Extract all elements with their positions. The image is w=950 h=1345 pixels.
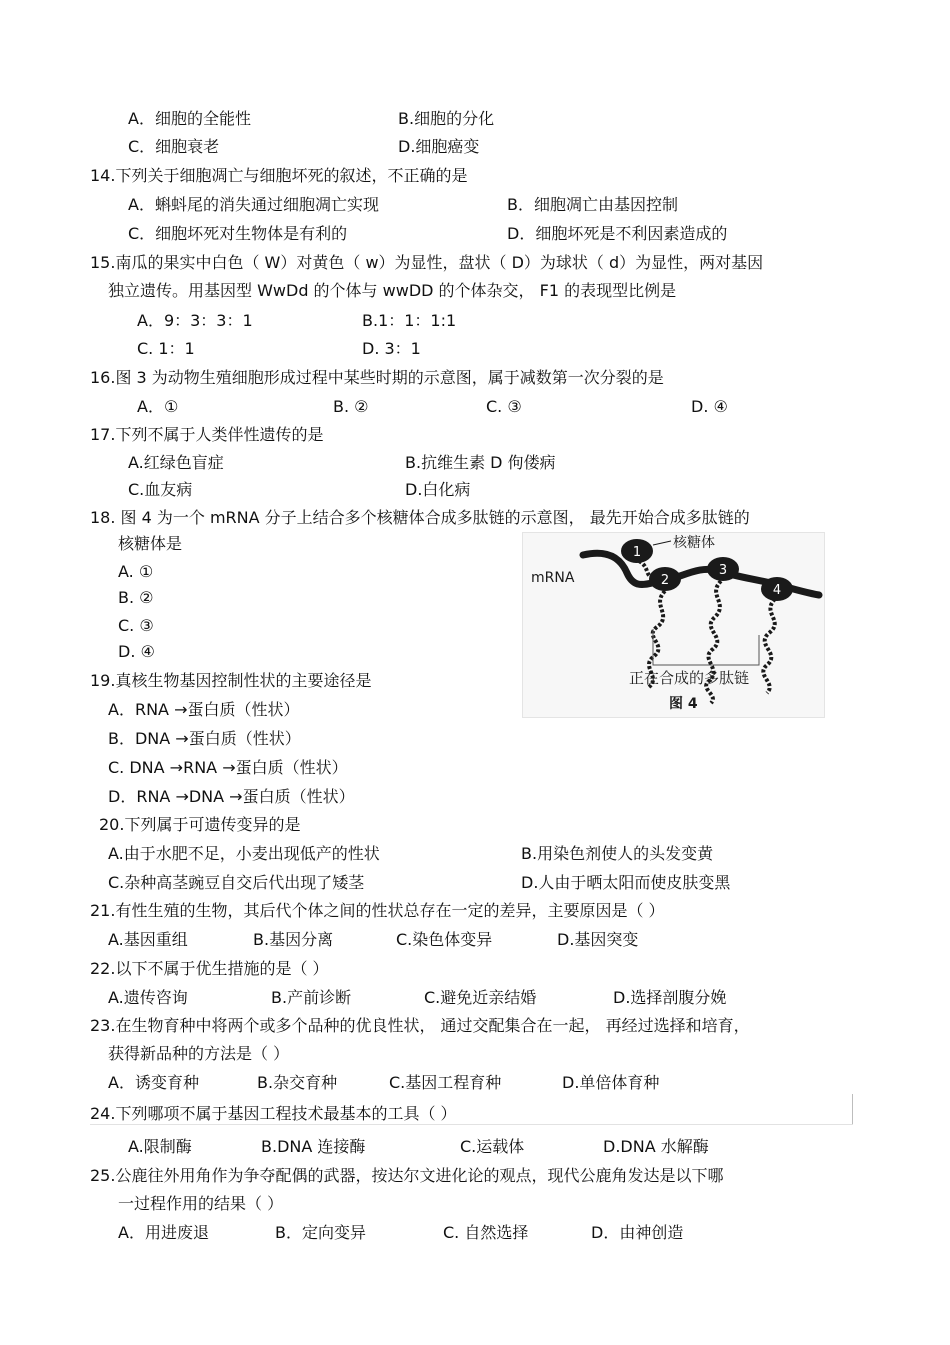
line-text: C.染色体变异: [396, 930, 493, 949]
line-text: C．细胞衰老: [128, 137, 220, 156]
line-text: 独立遗传。用基因型 WwDd 的个体与 wwDD 的个体杂交， F1 的表现型比例是: [108, 281, 677, 300]
ribosome-number: 2: [660, 573, 670, 588]
line-text: D.选择剖腹分娩: [613, 988, 727, 1007]
line-text: 23.在生物育种中将两个或多个品种的优良性状， 通过交配集合在一起， 再经过选择和培育，: [90, 1016, 750, 1035]
mrna-label: mRNA: [531, 570, 575, 586]
text-line: [0, 193, 950, 217]
line-text: D. ④: [118, 642, 155, 661]
text-line: [0, 727, 950, 751]
line-text: A．9：3：3：1: [137, 311, 253, 330]
line-text: D.DNA 水解酶: [603, 1137, 709, 1156]
text-line: [0, 842, 950, 866]
line-text: A.遗传咨询: [108, 988, 188, 1007]
line-text: 19.真核生物基因控制性状的主要途径是: [90, 671, 372, 690]
line-text: C.运载体: [460, 1137, 525, 1156]
line-text: B.抗维生素 D 佝偻病: [405, 453, 556, 472]
line-text: B.产前诊断: [271, 988, 352, 1007]
line-text: B.1：1：1:1: [362, 311, 457, 330]
line-text: A. ①: [118, 562, 154, 581]
figure-4-drawing: [523, 533, 826, 719]
text-line: [0, 928, 950, 952]
ribosome-number: 1: [632, 545, 642, 560]
line-text: 15.南瓜的果实中白色（ W）对黄色（ w）为显性，盘状（ D）为球状（ d）为显性，两对基因: [90, 253, 764, 272]
chain-label: 正在合成的多肽链: [629, 669, 750, 687]
line-text: D.基因突变: [557, 930, 639, 949]
text-line: [0, 813, 950, 837]
text-line: [0, 251, 950, 275]
line-text: 16.图 3 为动物生殖细胞形成过程中某些时期的示意图，属于减数第一次分裂的是: [90, 368, 664, 387]
text-line: [0, 1192, 950, 1216]
line-text: A．RNA →蛋白质（性状）: [108, 700, 300, 719]
text-line: [0, 957, 950, 981]
text-line: [0, 899, 950, 923]
line-text: 25.公鹿往外用角作为争夺配偶的武器，按达尔文进化论的观点，现代公鹿角发达是以下哪: [90, 1166, 724, 1185]
box-edge-bottom: [90, 1124, 853, 1125]
text-line: [0, 1102, 950, 1126]
ribosome-number: 4: [772, 583, 782, 598]
text-line: [0, 309, 950, 333]
text-line: [0, 222, 950, 246]
text-line: [0, 756, 950, 780]
text-line: [0, 506, 950, 530]
line-text: C. 1：1: [137, 339, 195, 358]
line-text: 14.下列关于细胞凋亡与细胞坏死的叙述，不正确的是: [90, 166, 468, 185]
line-text: D.白化病: [405, 480, 471, 499]
line-text: C. ③: [486, 397, 522, 416]
text-line: [0, 107, 950, 131]
line-text: B. ②: [118, 588, 154, 607]
line-text: 22.以下不属于优生措施的是（ ）: [90, 959, 329, 978]
ribosome-number: 3: [718, 563, 728, 578]
line-text: B．细胞凋亡由基因控制: [507, 195, 678, 214]
line-text: A.由于水肥不足，小麦出现低产的性状: [108, 844, 380, 863]
figure-4-ribosome-diagram: [522, 532, 825, 718]
line-text: D. ④: [691, 397, 728, 416]
line-text: C.血友病: [128, 480, 193, 499]
text-line: [0, 164, 950, 188]
text-line: [0, 871, 950, 895]
line-text: D.细胞癌变: [398, 137, 480, 156]
line-text: B.基因分离: [253, 930, 334, 949]
line-text: C. ③: [118, 616, 154, 635]
line-text: 20.下列属于可遗传变异的是: [99, 815, 301, 834]
line-text: A．①: [137, 397, 179, 416]
ribosome-3: [707, 557, 739, 581]
line-text: D. 3：1: [362, 339, 421, 358]
line-text: C.避免近亲结婚: [424, 988, 537, 1007]
line-text: D．细胞坏死是不利因素造成的: [507, 224, 728, 243]
line-text: D.人由于晒太阳而使皮肤变黑: [521, 873, 731, 892]
text-line: [0, 1014, 950, 1038]
line-text: B.细胞的分化: [398, 109, 495, 128]
line-text: A．用进废退: [118, 1223, 209, 1242]
polypeptide-chain-1: [639, 561, 651, 577]
line-text: A．诱变育种: [108, 1073, 199, 1092]
line-text: C.基因工程育种: [389, 1073, 502, 1092]
text-line: [0, 1042, 950, 1066]
line-text: C．细胞坏死对生物体是有利的: [128, 224, 348, 243]
line-text: 一过程作用的结果（ ）: [118, 1194, 284, 1213]
text-line: [0, 1164, 950, 1188]
line-text: B. ②: [333, 397, 369, 416]
box-edge-right: [852, 1094, 853, 1124]
line-text: A．细胞的全能性: [128, 109, 251, 128]
line-text: B．定向变异: [275, 1223, 366, 1242]
text-line: [0, 279, 950, 303]
text-line: [0, 451, 950, 475]
line-text: C. 自然选择: [443, 1223, 529, 1242]
line-text: B.DNA 连接酶: [261, 1137, 366, 1156]
line-text: C.杂种高茎豌豆自交后代出现了矮茎: [108, 873, 365, 892]
line-text: B.用染色剂使人的头发变黄: [521, 844, 714, 863]
text-line: [0, 478, 950, 502]
text-line: [0, 366, 950, 390]
ribosome-1: [621, 539, 653, 563]
line-text: 17.下列不属于人类伴性遗传的是: [90, 425, 324, 444]
ribosome-2: [649, 567, 681, 591]
line-text: 获得新品种的方法是（ ）: [108, 1044, 290, 1063]
line-text: A．蝌蚪尾的消失通过细胞凋亡实现: [128, 195, 379, 214]
line-text: A.限制酶: [128, 1137, 192, 1156]
text-line: [0, 423, 950, 447]
ribosome-label: 核糖体: [673, 535, 715, 551]
text-line: [0, 1135, 950, 1159]
chain-label-bracket: [653, 629, 759, 665]
polypeptide-chain-4: [763, 599, 775, 693]
ribosome-label-leader: [653, 541, 671, 545]
line-text: D.单倍体育种: [562, 1073, 660, 1092]
ribosome-4: [761, 577, 793, 601]
line-text: 18. 图 4 为一个 mRNA 分子上结合多个核糖体合成多肽链的示意图， 最先开始合成多肽链的: [90, 508, 750, 527]
figure-caption: 图 4: [669, 696, 698, 712]
line-text: 24.下列哪项不属于基因工程技术最基本的工具（ ）: [90, 1104, 457, 1123]
text-line: [0, 785, 950, 809]
line-text: A.基因重组: [108, 930, 188, 949]
line-text: A.红绿色盲症: [128, 453, 224, 472]
line-text: B．DNA →蛋白质（性状）: [108, 729, 301, 748]
line-text: B.杂交育种: [257, 1073, 338, 1092]
line-text: C. DNA →RNA →蛋白质（性状）: [108, 758, 348, 777]
text-line: [0, 337, 950, 361]
line-text: D．RNA →DNA →蛋白质（性状）: [108, 787, 355, 806]
line-text: 21.有性生殖的生物，其后代个体之间的性状总存在一定的差异，主要原因是（ ）: [90, 901, 665, 920]
line-text: D．由神创造: [591, 1223, 684, 1242]
text-line: [0, 986, 950, 1010]
text-line: [0, 1221, 950, 1245]
text-line: [0, 1071, 950, 1095]
text-line: [0, 395, 950, 419]
line-text: 核糖体是: [118, 534, 183, 553]
text-line: [0, 135, 950, 159]
